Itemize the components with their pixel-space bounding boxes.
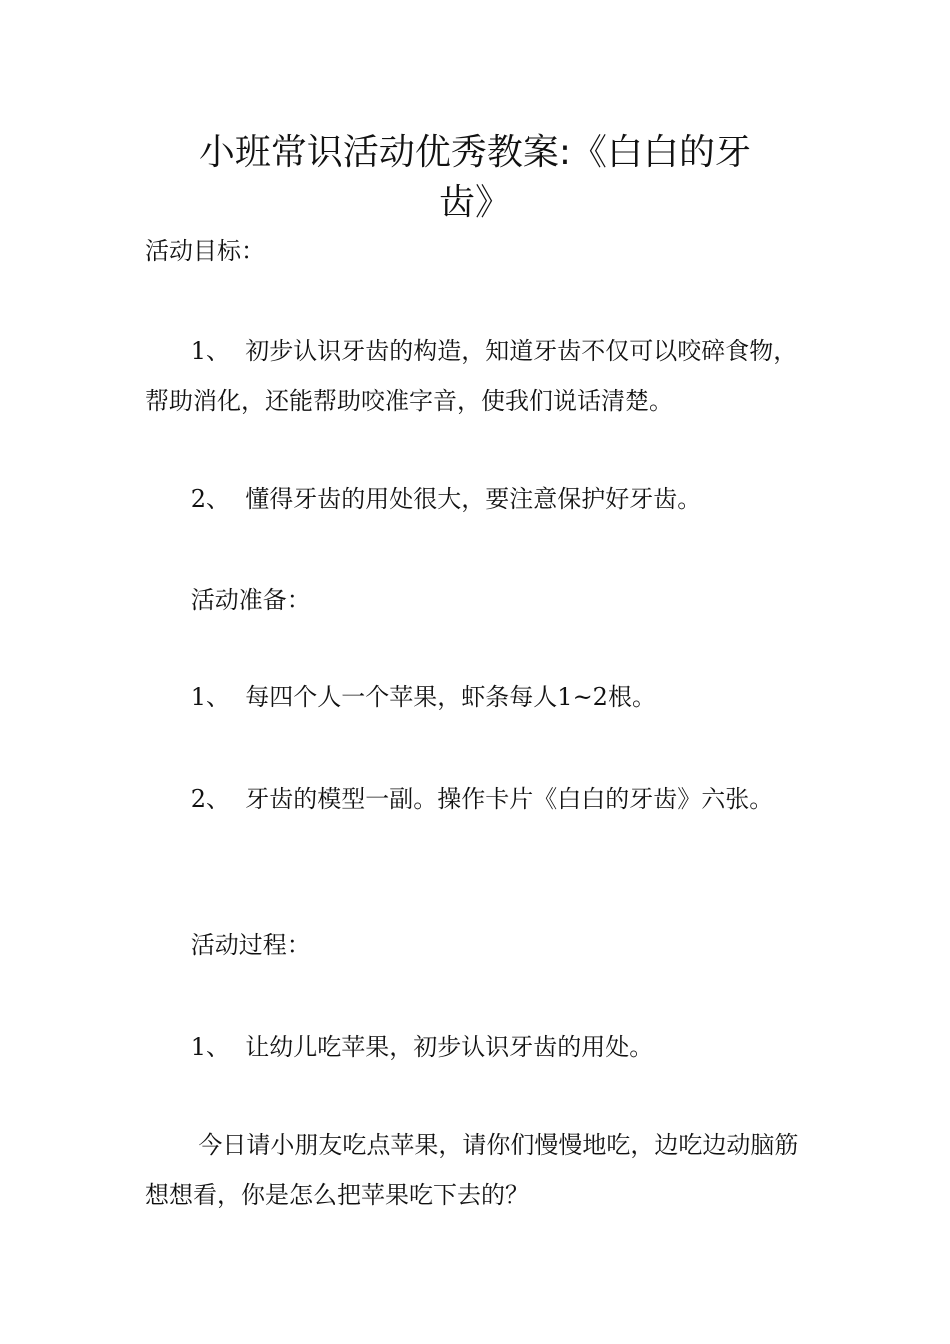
section-heading-process: 活动过程： (145, 931, 311, 959)
page-title (145, 128, 805, 228)
goal-item-2: 2、 懂得牙齿的用处很大，要注意保护好牙齿。 (145, 485, 702, 513)
process-paragraph: 今日请小朋友吃点苹果，请你们慢慢地吃，边吃边动脑筋想想看，你是怎么把苹果吃下去的？ (145, 1131, 799, 1209)
section-heading-preparation: 活动准备： (145, 586, 311, 614)
preparation-item-2: 2、 牙齿的模型一副。操作卡片《白白的牙齿》六张。 (145, 785, 774, 813)
process-item-1: 1、 让幼儿吃苹果，初步认识牙齿的用处。 (145, 1033, 654, 1061)
title-line-2: 齿》 (438, 182, 511, 223)
title-line-1: 小班常识活动优秀教案:《白白的牙 (198, 132, 752, 173)
section-heading-goals: 活动目标： (145, 237, 265, 265)
goal-item-1: 1、 初步认识牙齿的构造，知道牙齿不仅可以咬碎食物，帮助消化，还能帮助咬准字音，使我们说话清楚。 (145, 337, 798, 415)
preparation-item-1: 1、 每四个人一个苹果，虾条每人1~2根。 (145, 683, 656, 711)
